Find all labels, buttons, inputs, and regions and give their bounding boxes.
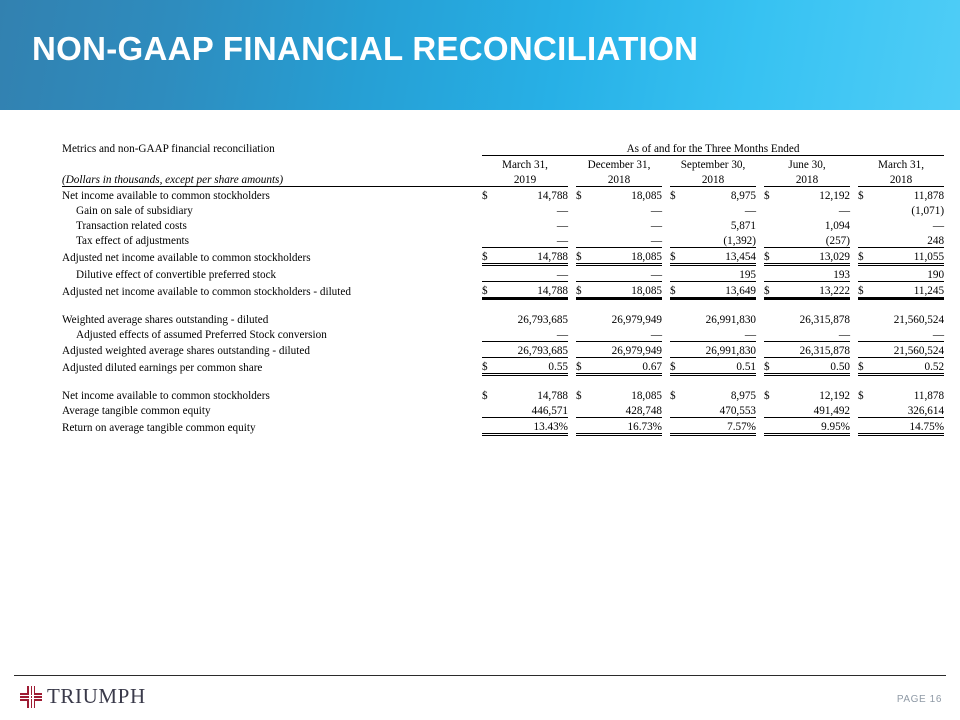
- row-value: —: [496, 265, 568, 282]
- table-row: [62, 248, 944, 265]
- gap-cell: [756, 171, 764, 187]
- row-currency: $: [764, 282, 778, 299]
- gap-cell: [756, 265, 764, 282]
- row-value: 26,979,949: [590, 342, 662, 358]
- col-header-year-0: 2019: [482, 171, 568, 187]
- row-currency: [576, 311, 590, 326]
- gap-cell: [850, 418, 858, 435]
- row-value: 14,788: [537, 189, 568, 202]
- row-value: 18,085: [631, 189, 662, 202]
- row-currency: [576, 232, 590, 248]
- row-currency: $: [670, 358, 684, 375]
- row-value: —: [496, 232, 568, 248]
- row-label: Average tangible common equity: [62, 405, 211, 418]
- row-value: 18,085: [590, 248, 662, 265]
- row-label: Transaction related costs: [76, 219, 187, 232]
- row-currency: [482, 326, 496, 342]
- gap-cell: [568, 402, 576, 418]
- row-value: 7.57%: [684, 418, 756, 435]
- col-header-month-1: December 31,: [587, 158, 651, 171]
- gap-cell: [756, 311, 764, 326]
- row-currency: $: [482, 282, 496, 299]
- row-label: Return on average tangible common equity: [62, 422, 256, 435]
- row-label: Net income available to common stockholders: [62, 389, 270, 402]
- row-label: Tax effect of adjustments: [76, 235, 190, 248]
- gap-cell: [756, 156, 764, 172]
- row-currency: [482, 311, 496, 326]
- row-currency: $: [858, 248, 872, 265]
- gap-cell: [662, 387, 670, 402]
- row-value: 5,871: [730, 219, 756, 232]
- row-value: (1,071): [911, 204, 945, 217]
- gap-cell: [756, 202, 764, 217]
- row-value: 8,975: [730, 189, 756, 202]
- row-value: —: [778, 326, 850, 342]
- gap-cell: [662, 187, 670, 203]
- row-value: 11,878: [913, 189, 945, 202]
- row-currency: [858, 217, 872, 232]
- gap-cell: [850, 232, 858, 248]
- table-row: [62, 265, 944, 282]
- gap-cell: [756, 217, 764, 232]
- row-value: 13,454: [684, 248, 756, 265]
- gap-cell: [756, 402, 764, 418]
- row-value: 26,991,830: [684, 342, 756, 358]
- table-row: [62, 358, 944, 375]
- row-currency: [858, 265, 872, 282]
- row-currency: [576, 342, 590, 358]
- gap-cell: [850, 265, 858, 282]
- gap-cell: [662, 265, 670, 282]
- row-value: 8,975: [730, 389, 756, 402]
- gap-cell: [568, 232, 576, 248]
- row-value: 14,788: [496, 282, 568, 299]
- row-currency: $: [576, 389, 582, 402]
- table-row: [62, 232, 944, 248]
- row-currency: $: [482, 389, 488, 402]
- gap-cell: [568, 418, 576, 435]
- col-header-year-1: 2018: [576, 171, 662, 187]
- gap-cell: [756, 326, 764, 342]
- row-currency: $: [670, 389, 676, 402]
- row-currency: [576, 418, 590, 435]
- row-value: 16.73%: [590, 418, 662, 435]
- row-value: 13,029: [778, 248, 850, 265]
- row-value: 13.43%: [496, 418, 568, 435]
- row-currency: $: [764, 189, 770, 202]
- gap-cell: [568, 156, 576, 172]
- row-currency: $: [482, 358, 496, 375]
- gap-cell: [568, 248, 576, 265]
- table-row: [62, 217, 944, 232]
- col-header-month-3: June 30,: [788, 158, 826, 171]
- gap-cell: [568, 171, 576, 187]
- row-label: Adjusted effects of assumed Preferred Stock conversion: [76, 329, 327, 342]
- col-header-year-2: 2018: [670, 171, 756, 187]
- row-value: 18,085: [590, 282, 662, 299]
- gap-cell: [662, 171, 670, 187]
- title-banner: [0, 0, 960, 110]
- gap-cell: [662, 248, 670, 265]
- row-value: 326,614: [872, 402, 944, 418]
- col-header-year-3: 2018: [764, 171, 850, 187]
- section-spacer: [62, 299, 944, 312]
- gap-cell: [568, 387, 576, 402]
- gap-cell: [850, 217, 858, 232]
- row-label: Adjusted diluted earnings per common share: [62, 362, 263, 375]
- row-currency: $: [858, 282, 872, 299]
- gap-cell: [662, 282, 670, 299]
- row-currency: [858, 402, 872, 418]
- table-row: [62, 342, 944, 358]
- gap-cell: [756, 342, 764, 358]
- footer-divider: [14, 675, 946, 676]
- row-value: 9.95%: [778, 418, 850, 435]
- gap-cell: [662, 311, 670, 326]
- gap-cell: [756, 248, 764, 265]
- cross-gap: [20, 695, 42, 696]
- col-header-month-2: September 30,: [680, 158, 746, 171]
- row-value: —: [932, 219, 945, 232]
- row-value: —: [650, 204, 662, 217]
- row-value: —: [590, 265, 662, 282]
- table-row: [62, 311, 944, 326]
- row-value: 190: [872, 265, 944, 282]
- table-row: [62, 387, 944, 402]
- row-value: 11,055: [872, 248, 944, 265]
- row-value: 0.52: [872, 358, 944, 375]
- row-value: 491,492: [778, 402, 850, 418]
- gap-cell: [850, 311, 858, 326]
- gap-cell: [662, 202, 670, 217]
- row-currency: $: [576, 248, 590, 265]
- row-value: 14.75%: [872, 418, 944, 435]
- row-currency: [764, 202, 778, 217]
- row-currency: [670, 217, 684, 232]
- gap-cell: [568, 311, 576, 326]
- spacer-cell: [62, 375, 944, 388]
- non-gaap-reconciliation-table: [62, 140, 944, 436]
- gap-cell: [756, 418, 764, 435]
- row-value: 193: [778, 265, 850, 282]
- row-currency: [576, 265, 590, 282]
- row-value: 12,192: [819, 389, 850, 402]
- row-label: Gain on sale of subsidiary: [76, 204, 193, 217]
- row-value: —: [496, 326, 568, 342]
- gap-cell: [662, 402, 670, 418]
- cross-gap: [32, 686, 33, 708]
- row-currency: [764, 326, 778, 342]
- row-value: 0.55: [496, 358, 568, 375]
- row-value: 26,315,878: [799, 313, 850, 326]
- logo-wordmark: TRIUMPH: [47, 684, 146, 708]
- table-row: [62, 187, 944, 203]
- row-value: 11,245: [872, 282, 944, 299]
- row-currency: [670, 418, 684, 435]
- row-label: Adjusted weighted average shares outstanding - diluted: [62, 345, 310, 358]
- gap-cell: [756, 187, 764, 203]
- gap-cell: [850, 402, 858, 418]
- row-value: —: [684, 326, 756, 342]
- row-currency: [482, 402, 496, 418]
- gap-cell: [662, 418, 670, 435]
- column-header-month-row: [62, 156, 944, 172]
- row-currency: $: [482, 189, 488, 202]
- row-currency: [858, 311, 872, 326]
- row-currency: [670, 202, 684, 217]
- row-currency: [482, 265, 496, 282]
- row-currency: [482, 418, 496, 435]
- row-currency: $: [576, 189, 582, 202]
- row-value: 428,748: [590, 402, 662, 418]
- row-currency: [764, 342, 778, 358]
- row-currency: [670, 342, 684, 358]
- table-row: [62, 326, 944, 342]
- row-currency: [482, 202, 496, 217]
- gap-cell: [568, 265, 576, 282]
- row-value: (1,392): [684, 232, 756, 248]
- row-label: Weighted average shares outstanding - diluted: [62, 313, 269, 326]
- row-currency: $: [858, 189, 864, 202]
- cross-horizontal-bar: [20, 693, 42, 701]
- row-label: Adjusted net income available to common stockholders - diluted: [62, 286, 351, 299]
- row-value: —: [838, 204, 850, 217]
- row-currency: $: [670, 248, 684, 265]
- gap-cell: [662, 156, 670, 172]
- row-currency: [670, 232, 684, 248]
- row-value: 0.51: [684, 358, 756, 375]
- row-value: —: [872, 326, 944, 342]
- page-title: NON-GAAP FINANCIAL RECONCILIATION: [32, 30, 699, 67]
- gap-cell: [568, 282, 576, 299]
- row-label: Net income available to common stockholders: [62, 189, 270, 202]
- gap-cell: [662, 342, 670, 358]
- row-value: 11,878: [913, 389, 945, 402]
- gap-cell: [756, 282, 764, 299]
- table-caption-row: [62, 140, 944, 156]
- gap-cell: [850, 248, 858, 265]
- row-currency: $: [858, 389, 864, 402]
- row-currency: $: [576, 282, 590, 299]
- gap-cell: [568, 217, 576, 232]
- group-header: As of and for the Three Months Ended: [482, 140, 944, 156]
- gap-cell: [756, 358, 764, 375]
- row-currency: [764, 418, 778, 435]
- table-row: [62, 402, 944, 418]
- row-value: 18,085: [631, 389, 662, 402]
- gap-cell: [756, 232, 764, 248]
- cross-gap: [20, 698, 42, 699]
- row-value: 446,571: [496, 402, 568, 418]
- row-currency: [764, 232, 778, 248]
- col-header-month-0: March 31,: [502, 158, 548, 171]
- spacer-cell: [62, 299, 944, 312]
- row-currency: [482, 217, 496, 232]
- row-currency: [858, 232, 872, 248]
- gap-cell: [850, 282, 858, 299]
- row-currency: [670, 326, 684, 342]
- row-value: —: [590, 232, 662, 248]
- row-currency: [858, 342, 872, 358]
- row-value: 1,094: [824, 219, 850, 232]
- row-currency: $: [482, 248, 496, 265]
- row-currency: [764, 265, 778, 282]
- col-header-year-4: 2018: [858, 171, 944, 187]
- row-value: 13,649: [684, 282, 756, 299]
- row-value: —: [744, 204, 756, 217]
- gap-cell: [568, 358, 576, 375]
- row-currency: [576, 202, 590, 217]
- row-currency: $: [858, 358, 872, 375]
- cross-icon: [20, 686, 42, 708]
- row-value: —: [556, 219, 568, 232]
- gap-cell: [662, 217, 670, 232]
- row-currency: [576, 217, 590, 232]
- row-value: —: [650, 219, 662, 232]
- gap-cell: [662, 326, 670, 342]
- gap-cell: [568, 342, 576, 358]
- row-currency: [670, 311, 684, 326]
- row-value: 21,560,524: [872, 342, 944, 358]
- gap-cell: [756, 387, 764, 402]
- gap-cell: [568, 202, 576, 217]
- row-value: 248: [872, 232, 944, 248]
- row-value: 14,788: [537, 389, 568, 402]
- column-header-year-row: [62, 171, 944, 187]
- financial-table-container: [62, 140, 945, 436]
- gap-cell: [850, 171, 858, 187]
- row-currency: [764, 217, 778, 232]
- row-currency: [764, 402, 778, 418]
- gap-cell: [568, 187, 576, 203]
- row-value: 0.67: [590, 358, 662, 375]
- spacer-cell: [62, 156, 482, 172]
- row-value: 21,560,524: [893, 313, 945, 326]
- gap-cell: [850, 387, 858, 402]
- row-currency: $: [670, 282, 684, 299]
- row-currency: [858, 326, 872, 342]
- page-number: PAGE 16: [896, 694, 942, 705]
- row-currency: [576, 326, 590, 342]
- row-currency: $: [764, 358, 778, 375]
- row-value: 14,788: [496, 248, 568, 265]
- row-currency: [482, 342, 496, 358]
- row-value: 0.50: [778, 358, 850, 375]
- gap-cell: [662, 232, 670, 248]
- gap-cell: [568, 326, 576, 342]
- row-value: 26,991,830: [705, 313, 756, 326]
- gap-cell: [850, 187, 858, 203]
- table-row: [62, 202, 944, 217]
- row-value: 26,315,878: [778, 342, 850, 358]
- row-currency: [670, 402, 684, 418]
- row-value: 26,979,949: [611, 313, 662, 326]
- row-currency: [482, 232, 496, 248]
- table-row: [62, 418, 944, 435]
- row-value: 26,793,685: [517, 313, 568, 326]
- row-currency: [858, 202, 872, 217]
- row-currency: [670, 265, 684, 282]
- row-label: Dilutive effect of convertible preferred stock: [76, 269, 277, 282]
- row-value: 26,793,685: [496, 342, 568, 358]
- gap-cell: [850, 202, 858, 217]
- table-row: [62, 282, 944, 299]
- gap-cell: [850, 358, 858, 375]
- gap-cell: [662, 358, 670, 375]
- triumph-logo: [20, 684, 146, 709]
- row-currency: [576, 402, 590, 418]
- gap-cell: [850, 326, 858, 342]
- col-header-month-4: March 31,: [878, 158, 925, 171]
- row-value: 12,192: [819, 189, 850, 202]
- row-currency: $: [764, 248, 778, 265]
- row-value: 470,553: [684, 402, 756, 418]
- section-spacer: [62, 375, 944, 388]
- row-currency: $: [764, 389, 770, 402]
- gap-cell: [850, 156, 858, 172]
- row-value: 195: [684, 265, 756, 282]
- row-value: 13,222: [778, 282, 850, 299]
- row-label: Adjusted net income available to common stockholders: [62, 252, 311, 265]
- row-currency: $: [670, 189, 676, 202]
- row-value: —: [590, 326, 662, 342]
- row-currency: [764, 311, 778, 326]
- row-currency: [858, 418, 872, 435]
- cross-gap: [29, 686, 30, 708]
- gap-cell: [850, 342, 858, 358]
- row-value: —: [556, 204, 568, 217]
- units-note: (Dollars in thousands, except per share amounts): [62, 171, 482, 187]
- table-caption: Metrics and non-GAAP financial reconciliation: [62, 143, 275, 156]
- row-currency: $: [576, 358, 590, 375]
- row-value: (257): [778, 232, 850, 248]
